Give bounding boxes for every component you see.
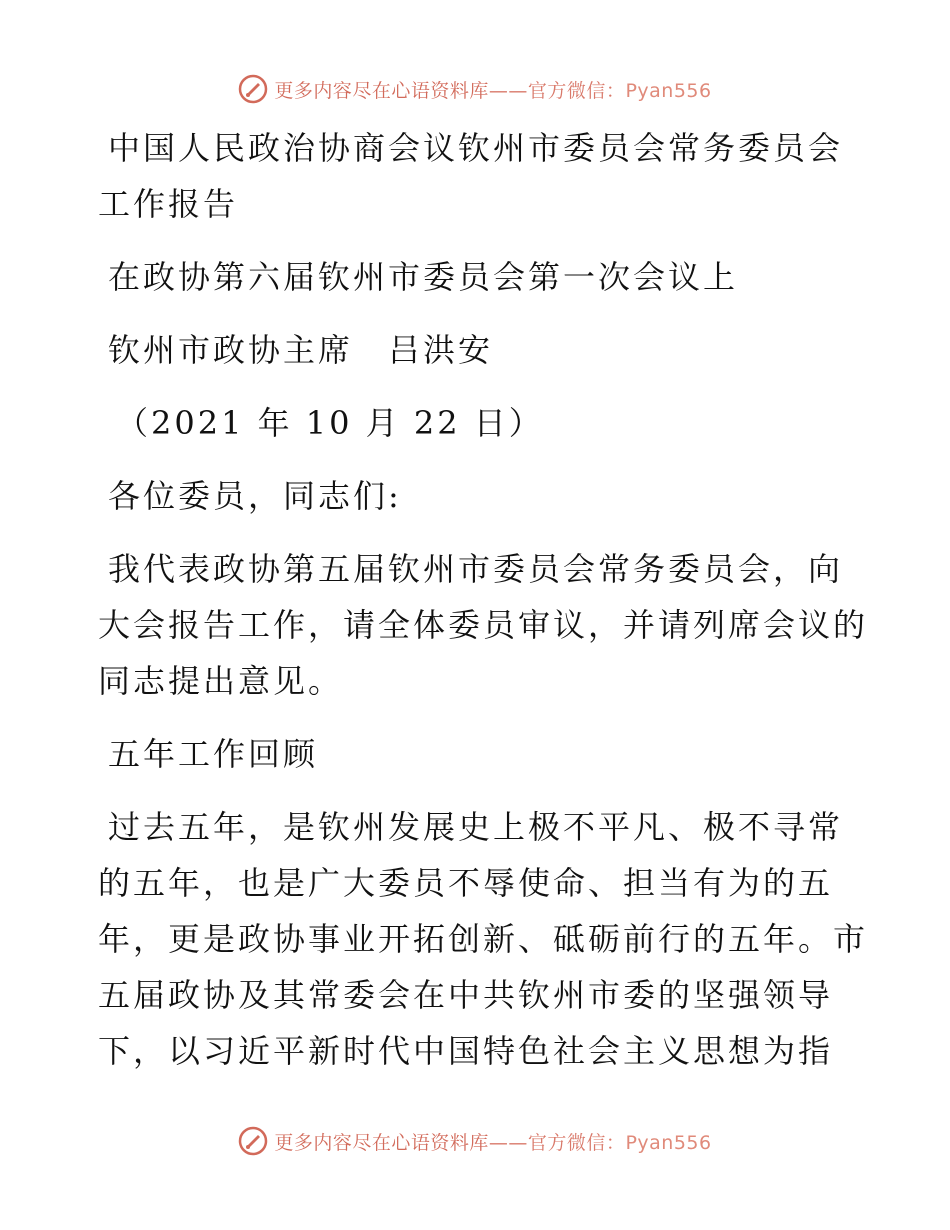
document-body — [98, 120, 869, 1079]
paragraph-2-line: 五届政协及其常委会在中共钦州市委的坚强领导 — [98, 976, 834, 1014]
brand-logo-icon — [238, 1126, 268, 1156]
brand-logo-icon — [238, 74, 268, 104]
paragraph-1-line: 大会报告工作，请全体委员审议，并请列席会议的 — [98, 606, 869, 644]
watermark-dash: —— — [488, 79, 528, 102]
watermark-dash: —— — [488, 1131, 528, 1154]
watermark-account-label: 官方微信： — [527, 79, 626, 102]
document-title-line-1: 中国人民政治协商会议钦州市委员会常务委员会 — [108, 129, 844, 167]
document-speaker: 钦州市政协主席 吕洪安 — [108, 331, 494, 369]
watermark-brand: 更多内容尽在心语资料库 — [274, 79, 489, 102]
document-venue: 在政协第六届钦州市委员会第一次会议上 — [108, 258, 739, 296]
paragraph-1-line: 同志提出意见。 — [98, 662, 344, 700]
watermark-account-id: Pyan556 — [625, 1131, 712, 1154]
section-heading: 五年工作回顾 — [108, 735, 319, 773]
document-date: （2021 年 10 月 22 日） — [116, 404, 544, 442]
watermark-brand: 更多内容尽在心语资料库 — [274, 1131, 489, 1154]
paragraph-1-line: 我代表政协第五届钦州市委员会常务委员会，向 — [108, 550, 844, 588]
watermark-account-label: 官方微信： — [527, 1131, 626, 1154]
paragraph-2-line: 的五年，也是广大委员不辱使命、担当有为的五 — [98, 864, 834, 902]
watermark-header — [0, 72, 950, 106]
watermark-account-id: Pyan556 — [625, 79, 712, 102]
document-title-line-2: 工作报告 — [98, 185, 239, 223]
document-salutation: 各位委员，同志们: — [108, 477, 402, 515]
paragraph-2-line: 过去五年，是钦州发展史上极不平凡、极不寻常 — [108, 808, 844, 846]
watermark-footer — [0, 1124, 950, 1158]
paragraph-2-line: 年，更是政协事业开拓创新、砥砺前行的五年。市 — [98, 920, 869, 958]
paragraph-2-line: 下，以习近平新时代中国特色社会主义思想为指 — [98, 1032, 834, 1070]
